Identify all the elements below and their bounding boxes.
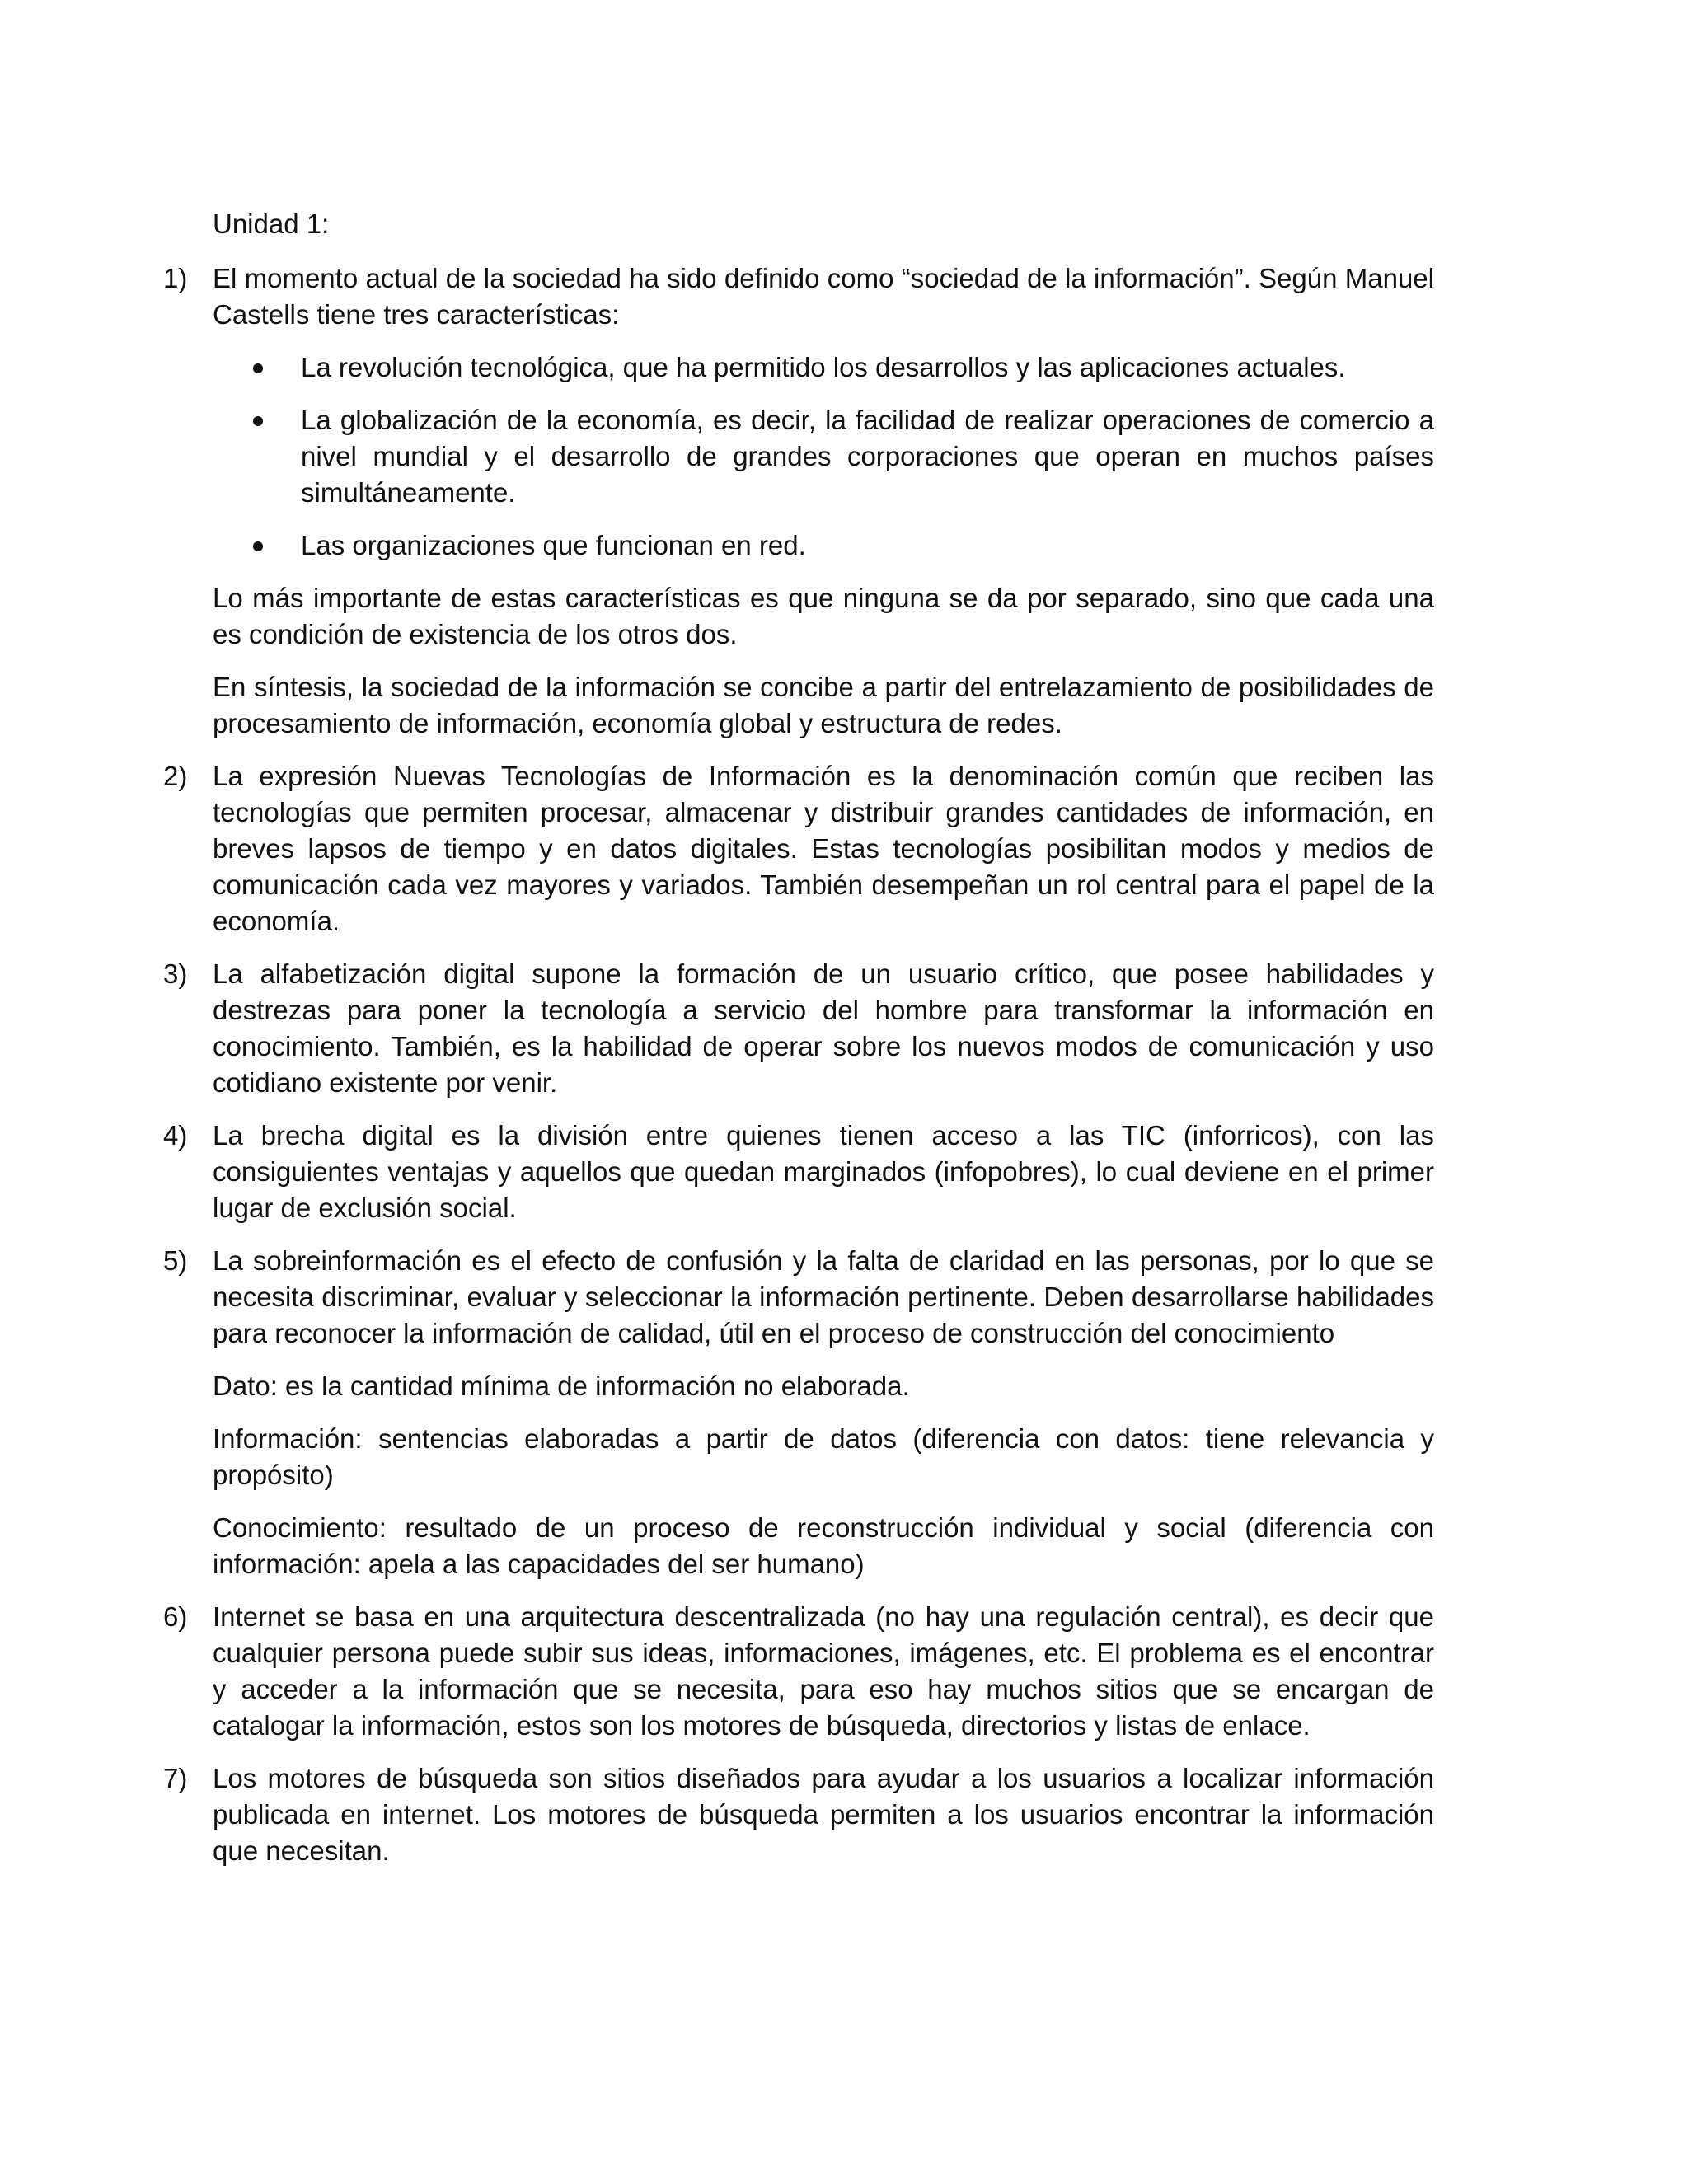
bullet-icon [253,416,263,426]
list-item-2 [163,758,1434,940]
list-item-4 [163,1118,1434,1226]
item-text: La brecha digital es la división entre quienes tienen acceso a las TIC (inforricos), con las consiguientes ventajas y aquellos que quedan marginados (infopobres), lo cual deviene en el primer lugar de exclusión social. [213,1120,1434,1223]
definition-informacion: Información: sentencias elaboradas a partir de datos (diferencia con datos: tiene relevancia y propósito) [213,1423,1434,1490]
list-item-3 [163,956,1434,1101]
item-text: El momento actual de la sociedad ha sido definido como “sociedad de la información”. Según Manuel Castells tiene tres características: [213,263,1434,330]
definition-dato: Dato: es la cantidad mínima de información no elaborada. [213,1371,910,1401]
item-number: 5) [163,1245,188,1276]
definition-conocimiento: Conocimiento: resultado de un proceso de reconstrucción individual y social (diferencia con información: apela a las capacidades del ser humano) [213,1512,1434,1579]
item-number: 1) [163,263,188,293]
bullet-list [213,349,1434,564]
paragraph: Lo más importante de estas características es que ninguna se da por separado, sino que cada una es condición de existencia de los otros dos. [213,583,1434,649]
list-item-1 [163,260,1434,333]
item-text: La alfabetización digital supone la formación de un usuario crítico, que posee habilidades y destrezas para poner la tecnología a servicio del hombre para transformar la información en conocimiento. También, es la habilidad de operar sobre los nuevos modos de comunicación y uso cotidiano existente por venir. [213,958,1434,1098]
item-text: La expresión Nuevas Tecnologías de Información es la denominación común que reciben las tecnologías que permiten procesar, almacenar y distribuir grandes cantidades de información, en breves lapsos de tiempo y en datos digitales. Estas tecnologías posibilitan modos y medios de comunicación cada vez mayores y variados. También desempeñan un rol central para el papel de la economía. [213,761,1434,936]
item-text: La sobreinformación es el efecto de confusión y la falta de claridad en las personas, por lo que se necesita discriminar, evaluar y seleccionar la información pertinente. Deben desarrollarse habilidades para reconocer la información de calidad, útil en el proceso de construcción del conocimiento [213,1245,1434,1348]
document-body [163,206,1434,1886]
list-item-6 [163,1599,1434,1744]
bullet-text: La globalización de la economía, es decir, la facilidad de realizar operaciones de comercio a nivel mundial y el desarrollo de grandes corporaciones que operan en muchos países simultáneamente. [301,405,1434,508]
paragraph: En síntesis, la sociedad de la información se concibe a partir del entrelazamiento de posibilidades de procesamiento de información, economía global y estructura de redes. [213,672,1434,738]
item-number: 3) [163,958,188,989]
bullet-icon [253,363,263,373]
item-number: 7) [163,1763,188,1793]
list-item-7 [163,1760,1434,1869]
unit-heading: Unidad 1: [213,209,330,239]
item-text: Internet se basa en una arquitectura descentralizada (no hay una regulación central), es decir que cualquier persona puede subir sus ideas, informaciones, imágenes, etc. El problema es el encontrar y acceder a la información que se necesita, para eso hay muchos sitios que se encargan de catalogar la información, estos son los motores de búsqueda, directorios y listas de enlace. [213,1601,1434,1741]
bullet-icon [253,541,263,551]
item-number: 4) [163,1120,188,1151]
item-number: 2) [163,761,188,791]
bullet-text: Las organizaciones que funcionan en red. [301,530,806,560]
list-item-5 [163,1243,1434,1352]
bullet-text: La revolución tecnológica, que ha permitido los desarrollos y las aplicaciones actuales. [301,352,1346,382]
item-number: 6) [163,1601,188,1632]
bullet-item [301,402,1434,511]
item-text: Los motores de búsqueda son sitios diseñados para ayudar a los usuarios a localizar información publicada en internet. Los motores de búsqueda permiten a los usuarios encontrar la información que necesitan. [213,1763,1434,1866]
bullet-item [301,527,1434,564]
bullet-item [301,349,1434,386]
